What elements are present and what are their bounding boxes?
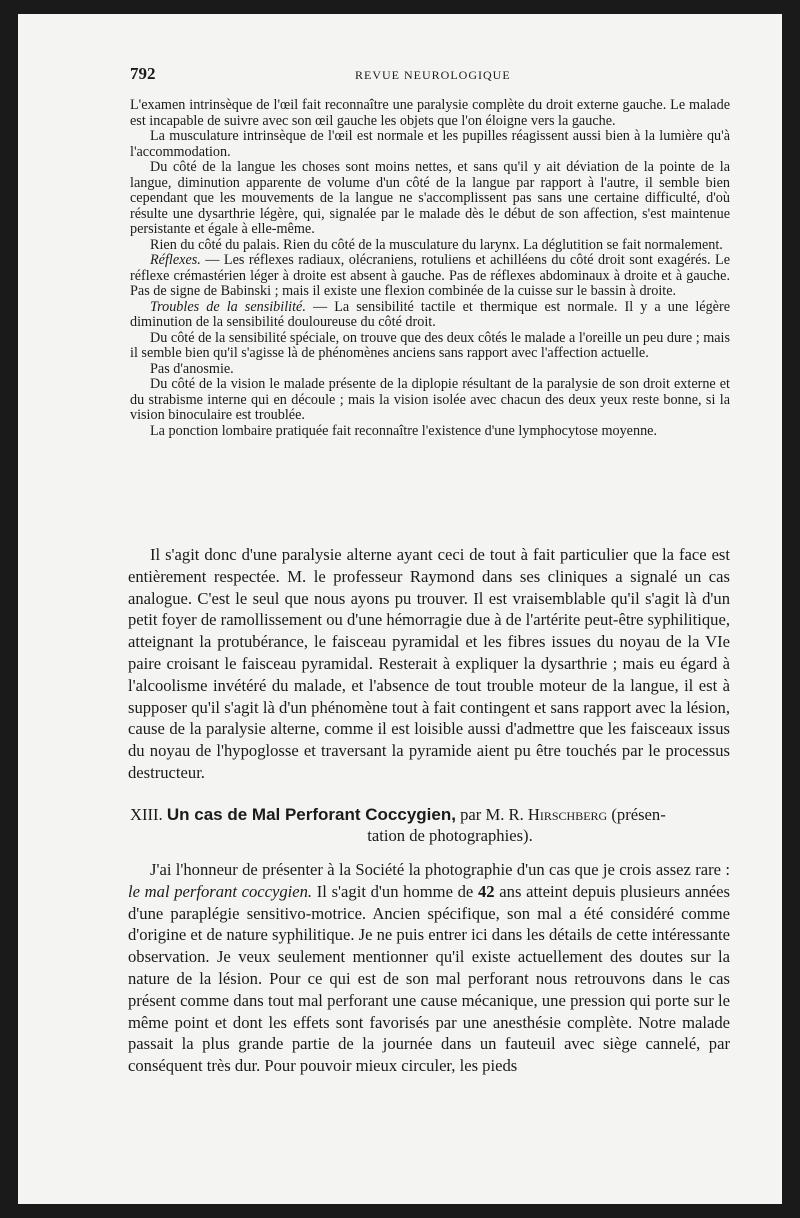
page-number: 792: [130, 64, 156, 83]
paragraph: La ponction lombaire pratiquée fait reconnaître l'existence d'une lymphocytose moyenne.: [150, 422, 658, 439]
paragraph: Rien du côté du palais. Rien du côté de la musculature du larynx. La déglutition se fait normalement.: [150, 236, 723, 253]
paragraph: L'examen intrinsèque de l'œil fait reconnaître une paralysie complète du droit externe gauche. Le malade est incapable de suivre avec son œil gauche les objets que l'on éloigne vers la gauche.: [130, 97, 730, 129]
section-note-end: tation de photographies).: [367, 826, 533, 845]
paragraph: La musculature intrinsèque de l'œil est normale et les pupilles réagissent aussi bien à la lumière qu'à l'accommodation.: [130, 128, 730, 160]
journal-page: [18, 14, 782, 1204]
paragraph: Du côté de la vision le malade présente de la diplopie résultant de la paralysie de son droit externe et du strabisme interne qui en découle ; mais la vision isolée avec chacun des deux yeux reste bonne, si la vision binoculaire est troublée.: [130, 376, 730, 423]
section-by: par M. R.: [460, 805, 524, 824]
paragraph: Troubles de la sensibilité. — La sensibilité tactile et thermique est normale. Il y a une légère diminution de la sensibilité douloureuse du côté droit.: [130, 298, 730, 330]
running-title: REVUE NEUROLOGIQUE: [355, 68, 511, 82]
section-number: XIII.: [130, 805, 163, 824]
paragraph: Du côté de la langue les choses sont moins nettes, et sans qu'il y ait déviation de la pointe de la langue, diminution apparente de volume d'un côté de la langue par rapport à l'autre, il semble bien cependant que les mouvements de la langue ne s'accomplissent pas sans une certaine difficulté, d'où résulte une dysarthrie légère, qui, signalée par le malade dès le début de son affection, s'est maintenue persistante et égale à elle-même.: [130, 159, 730, 237]
paragraph: Il s'agit donc d'une paralysie alterne ayant ceci de tout à fait particulier que la face est entièrement respectée. M. le professeur Raymond dans ses cliniques a signalé un cas analogue. C'est le seul que nous ayons pu trouver. Il est vraisemblable qu'il s'agit là d'un petit foyer de ramollissement ou d'une hémorragie due à de l'artérite peut-être syphilitique, atteignant la protubérance, le faisceau pyramidal et les fibres issues du noyau de la VIe paire croisant le faisceau pyramidal. Resterait à expliquer la dysarthrie ; mais eu égard à l'alcoolisme invétéré du malade, et l'absence de tout trouble moteur de la langue, il est à supposer qu'il s'agit là d'un phénomène tout à fait contingent et sans rapport avec la lésion, cause de la paralysie alterne, comme il est loisible aussi d'admettre que les faisceaux issus du noyau de l'hypoglosse et traversant la pyramide aient pu être touchés par le processus destructeur.: [128, 545, 730, 782]
paragraph: Du côté de la sensibilité spéciale, on trouve que des deux côtés le malade a l'oreille un peu dure ; mais il semble bien qu'il s'agisse là de phénomènes anciens sans rapport avec l'affection actuelle.: [130, 329, 730, 361]
paragraph: Pas d'anosmie.: [150, 360, 234, 377]
clinical-observation: [130, 98, 730, 439]
section-title: Un cas de Mal Perforant Coccygien,: [166, 805, 456, 824]
section-author: Hirschberg: [527, 805, 608, 824]
section-heading: [130, 804, 730, 846]
paragraph: J'ai l'honneur de présenter à la Société la photographie d'un cas que je crois assez rare : le mal perforant coccygien. Il s'agit d'un homme de 42 ans atteint depuis plusieurs années d'une paraplégie sensitivo-motrice. Ancien spécifique, son mal a été considéré comme d'origine et de nature syphilitique. Je ne puis entrer ici dans les détails de cette intéressante observation. Je veux seulement mentionner qu'il existe actuellement des doutes sur la nature de la lésion. Pour ce qui est de son mal perforant nous retrouvons dans le cas présent comme dans tout mal perforant une cause mécanique, une pression qui porte sur le même point et dont les effets sont favorisés par une anesthésie complète. Notre malade passait la plus grande partie de la journée dans un fauteuil avec siège cannelé, par conséquent très dur. Pour pouvoir mieux circuler, les pieds: [128, 860, 731, 1076]
section-note-start: (présen-: [611, 805, 666, 824]
section-text: [128, 859, 730, 1077]
page-header: [130, 64, 730, 88]
paragraph: Réflexes. — Les réflexes radiaux, olécraniens, rotuliens et achilléens du côté droit sont exagérés. Le réflexe crémastérien léger à droite est absent à gauche. Pas de réflexes abdominaux à droite et à gauche. Pas de signe de Babinski ; mais il existe une flexion combinée de la cuisse sur le bassin à droite.: [130, 252, 730, 299]
discussion-text: [128, 544, 730, 784]
